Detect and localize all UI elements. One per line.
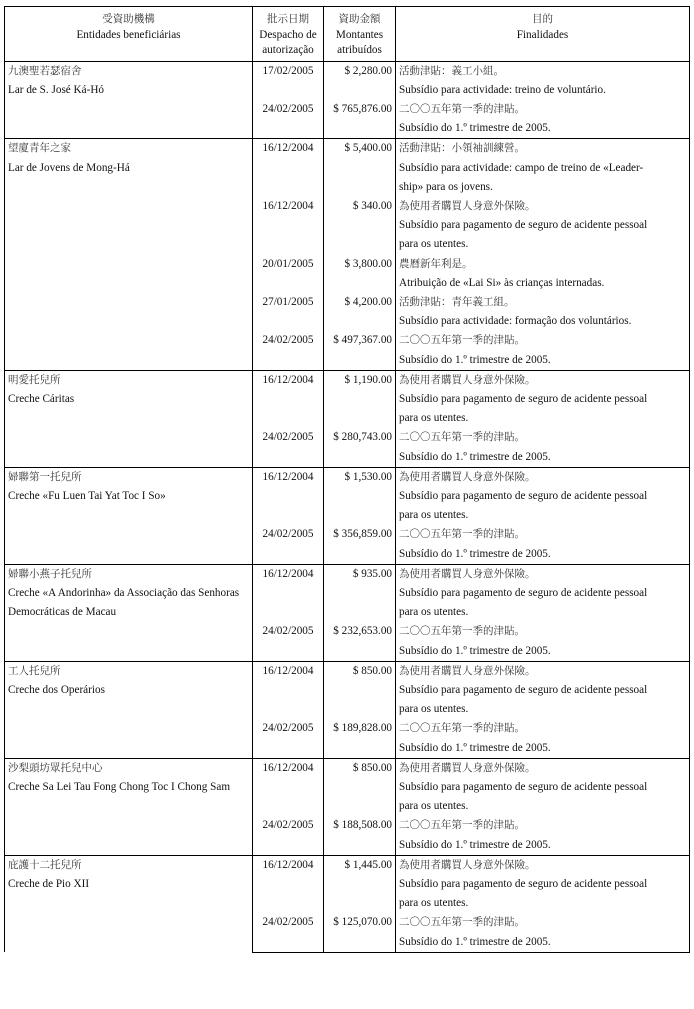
purpose-line: 為使用者購買人身意外保險。 bbox=[396, 758, 690, 778]
amount-cell bbox=[324, 875, 396, 894]
date-cell bbox=[253, 739, 324, 759]
date-cell bbox=[253, 778, 324, 797]
amount-cell bbox=[324, 778, 396, 797]
amount-cell: $ 189,828.00 bbox=[324, 719, 396, 738]
entity-name-zh: 工人托兒所 bbox=[8, 664, 61, 677]
date-cell: 16/12/2004 bbox=[253, 855, 324, 875]
purpose-line: Subsídio do 1.º trimestre de 2005. bbox=[396, 836, 690, 856]
purpose-line: 為使用者購買人身意外保險。 bbox=[396, 197, 690, 216]
date-cell: 24/02/2005 bbox=[253, 622, 324, 641]
purpose-line: Subsídio para pagamento de seguro de acidente pessoal bbox=[396, 216, 690, 235]
date-cell: 24/02/2005 bbox=[253, 719, 324, 738]
date-cell: 17/02/2005 bbox=[253, 61, 324, 81]
entity-name-zh: 庇護十二托兒所 bbox=[8, 858, 82, 871]
amount-cell bbox=[324, 119, 396, 139]
entity-name-pt: Creche «A Andorinha» da Associação das Senhoras Democráticas de Macau bbox=[8, 586, 240, 619]
purpose-line: para os utentes. bbox=[396, 894, 690, 913]
purpose-line: 活動津貼：青年義工組。 bbox=[396, 293, 690, 312]
amount-cell: $ 850.00 bbox=[324, 758, 396, 778]
purpose-line: 二〇〇五年第一季的津貼。 bbox=[396, 428, 690, 447]
amount-cell: $ 280,743.00 bbox=[324, 428, 396, 447]
purpose-line: 二〇〇五年第一季的津貼。 bbox=[396, 100, 690, 119]
purpose-line: 為使用者購買人身意外保險。 bbox=[396, 855, 690, 875]
purpose-line: para os utentes. bbox=[396, 603, 690, 622]
date-cell bbox=[253, 836, 324, 856]
amount-cell: $ 188,508.00 bbox=[324, 816, 396, 835]
amount-cell: $ 850.00 bbox=[324, 661, 396, 681]
purpose-line: Subsídio para pagamento de seguro de acidente pessoal bbox=[396, 875, 690, 894]
entity-name-pt: Creche «Fu Luen Tai Yat Toc I So» bbox=[8, 489, 166, 502]
purpose-line: Subsídio do 1.º trimestre de 2005. bbox=[396, 642, 690, 662]
date-cell bbox=[253, 642, 324, 662]
entity-name-pt: Creche dos Operários bbox=[8, 684, 105, 696]
amount-cell: $ 497,367.00 bbox=[324, 331, 396, 350]
purpose-line: para os utentes. bbox=[396, 797, 690, 816]
entity-name-pt: Creche Sa Lei Tau Fong Chong Toc I Chong Sam bbox=[8, 781, 231, 794]
entity-name-zh: 明愛托兒所 bbox=[8, 373, 61, 386]
entity-name-pt: Creche Cáritas bbox=[8, 392, 75, 405]
entity-name-pt: Lar de S. José Ká-Hó bbox=[8, 83, 105, 96]
date-cell bbox=[253, 159, 324, 178]
date-cell: 24/02/2005 bbox=[253, 525, 324, 544]
amount-cell bbox=[324, 390, 396, 409]
purpose-line: Subsídio do 1.º trimestre de 2005. bbox=[396, 448, 690, 468]
amount-cell bbox=[324, 159, 396, 178]
date-cell bbox=[253, 797, 324, 816]
date-cell: 20/01/2005 bbox=[253, 255, 324, 274]
entity-cell bbox=[5, 661, 253, 758]
purpose-line: 二〇〇五年第一季的津貼。 bbox=[396, 816, 690, 835]
entity-name-pt: Lar de Jovens de Mong-Há bbox=[8, 161, 130, 174]
purpose-line: 活動津貼：小領袖訓練營。 bbox=[396, 139, 690, 159]
purpose-line: 為使用者購買人身意外保險。 bbox=[396, 467, 690, 487]
date-cell: 16/12/2004 bbox=[253, 661, 324, 681]
amount-cell: $ 5,400.00 bbox=[324, 139, 396, 159]
table-row bbox=[5, 564, 690, 584]
amount-cell bbox=[324, 545, 396, 565]
purpose-line: para os utentes. bbox=[396, 506, 690, 525]
header-amount: 資助金額 Montantes atribuídos bbox=[324, 7, 396, 62]
amount-cell: $ 1,445.00 bbox=[324, 855, 396, 875]
amount-cell bbox=[324, 448, 396, 468]
table-header-row bbox=[5, 7, 690, 62]
date-cell: 24/02/2005 bbox=[253, 913, 324, 932]
date-cell: 16/12/2004 bbox=[253, 370, 324, 390]
date-cell bbox=[253, 81, 324, 100]
entity-cell bbox=[5, 855, 253, 952]
table-row bbox=[5, 855, 690, 875]
date-cell bbox=[253, 235, 324, 254]
amount-cell bbox=[324, 739, 396, 759]
date-cell: 24/02/2005 bbox=[253, 428, 324, 447]
date-cell bbox=[253, 506, 324, 525]
purpose-line: Subsídio para pagamento de seguro de acidente pessoal bbox=[396, 584, 690, 603]
date-cell bbox=[253, 351, 324, 371]
purpose-line: Subsídio para actividade: treino de voluntário. bbox=[396, 81, 690, 100]
date-cell bbox=[253, 216, 324, 235]
amount-cell bbox=[324, 894, 396, 913]
purpose-line: Subsídio do 1.º trimestre de 2005. bbox=[396, 933, 690, 953]
amount-cell bbox=[324, 700, 396, 719]
date-cell bbox=[253, 119, 324, 139]
date-cell: 16/12/2004 bbox=[253, 197, 324, 216]
amount-cell: $ 935.00 bbox=[324, 564, 396, 584]
purpose-line: para os utentes. bbox=[396, 409, 690, 428]
purpose-line: Atribuição de «Lai Si» às crianças internadas. bbox=[396, 274, 690, 293]
amount-cell bbox=[324, 933, 396, 953]
entity-name-zh: 婦聯第一托兒所 bbox=[8, 470, 82, 483]
table-row bbox=[5, 61, 690, 81]
entity-name-zh: 望廈青年之家 bbox=[8, 142, 71, 155]
purpose-line: 二〇〇五年第一季的津貼。 bbox=[396, 525, 690, 544]
purpose-line: para os utentes. bbox=[396, 235, 690, 254]
date-cell: 27/01/2005 bbox=[253, 293, 324, 312]
date-cell bbox=[253, 584, 324, 603]
entity-name-pt: Creche de Pio XII bbox=[8, 878, 90, 891]
purpose-line: 為使用者購買人身意外保險。 bbox=[396, 370, 690, 390]
amount-cell bbox=[324, 681, 396, 700]
amount-cell: $ 1,530.00 bbox=[324, 467, 396, 487]
date-cell bbox=[253, 448, 324, 468]
amount-cell bbox=[324, 642, 396, 662]
table-row bbox=[5, 370, 690, 390]
purpose-line: 為使用者購買人身意外保險。 bbox=[396, 661, 690, 681]
amount-cell bbox=[324, 216, 396, 235]
date-cell bbox=[253, 409, 324, 428]
header-purpose: 目的 Finalidades bbox=[396, 7, 690, 62]
amount-cell bbox=[324, 487, 396, 506]
amount-cell: $ 340.00 bbox=[324, 197, 396, 216]
date-cell: 24/02/2005 bbox=[253, 331, 324, 350]
amount-cell bbox=[324, 312, 396, 331]
purpose-line: 二〇〇五年第一季的津貼。 bbox=[396, 622, 690, 641]
date-cell: 24/02/2005 bbox=[253, 816, 324, 835]
amount-cell: $ 232,653.00 bbox=[324, 622, 396, 641]
amount-cell bbox=[324, 235, 396, 254]
amount-cell bbox=[324, 409, 396, 428]
date-cell: 16/12/2004 bbox=[253, 564, 324, 584]
amount-cell bbox=[324, 274, 396, 293]
entity-name-zh: 婦聯小燕子托兒所 bbox=[8, 567, 92, 580]
entity-cell bbox=[5, 370, 253, 467]
amount-cell bbox=[324, 506, 396, 525]
date-cell bbox=[253, 390, 324, 409]
date-cell bbox=[253, 700, 324, 719]
entity-cell bbox=[5, 758, 253, 855]
purpose-line: Subsídio do 1.º trimestre de 2005. bbox=[396, 119, 690, 139]
entity-cell bbox=[5, 564, 253, 661]
date-cell: 16/12/2004 bbox=[253, 467, 324, 487]
purpose-line: 農曆新年利是。 bbox=[396, 255, 690, 274]
amount-cell bbox=[324, 797, 396, 816]
amount-cell: $ 4,200.00 bbox=[324, 293, 396, 312]
date-cell: 16/12/2004 bbox=[253, 758, 324, 778]
purpose-line: 二〇〇五年第一季的津貼。 bbox=[396, 719, 690, 738]
date-cell bbox=[253, 487, 324, 506]
purpose-line: Subsídio do 1.º trimestre de 2005. bbox=[396, 545, 690, 565]
purpose-line: Subsídio para pagamento de seguro de acidente pessoal bbox=[396, 778, 690, 797]
table-body bbox=[5, 61, 690, 952]
purpose-line: 活動津貼：義工小組。 bbox=[396, 61, 690, 81]
amount-cell bbox=[324, 351, 396, 371]
purpose-line: Subsídio para actividade: campo de treino de «Leader- bbox=[396, 159, 690, 178]
amount-cell bbox=[324, 81, 396, 100]
entity-cell bbox=[5, 61, 253, 139]
amount-cell bbox=[324, 178, 396, 197]
amount-cell bbox=[324, 603, 396, 622]
amount-cell: $ 1,190.00 bbox=[324, 370, 396, 390]
amount-cell bbox=[324, 584, 396, 603]
header-date: 批示日期 Despacho de autorização bbox=[253, 7, 324, 62]
purpose-line: ship» para os jovens. bbox=[396, 178, 690, 197]
amount-cell: $ 3,800.00 bbox=[324, 255, 396, 274]
table-row bbox=[5, 139, 690, 159]
header-entity: 受資助機構 Entidades beneficiárias bbox=[5, 7, 253, 62]
table-row bbox=[5, 467, 690, 487]
table-row bbox=[5, 661, 690, 681]
date-cell bbox=[253, 545, 324, 565]
amount-cell: $ 356,859.00 bbox=[324, 525, 396, 544]
purpose-line: Subsídio do 1.º trimestre de 2005. bbox=[396, 351, 690, 371]
date-cell: 16/12/2004 bbox=[253, 139, 324, 159]
table-row bbox=[5, 758, 690, 778]
entity-name-zh: 九澳聖若瑟宿舍 bbox=[8, 64, 82, 77]
purpose-line: para os utentes. bbox=[396, 700, 690, 719]
amount-cell: $ 125,070.00 bbox=[324, 913, 396, 932]
date-cell bbox=[253, 603, 324, 622]
purpose-line: 二〇〇五年第一季的津貼。 bbox=[396, 331, 690, 350]
subsidy-table bbox=[4, 6, 690, 953]
purpose-line: Subsídio para pagamento de seguro de acidente pessoal bbox=[396, 390, 690, 409]
purpose-line: Subsídio para actividade: formação dos voluntários. bbox=[396, 312, 690, 331]
entity-name-zh: 沙梨頭坊眾托兒中心 bbox=[8, 761, 103, 774]
amount-cell: $ 2,280.00 bbox=[324, 61, 396, 81]
amount-cell bbox=[324, 836, 396, 856]
date-cell bbox=[253, 894, 324, 913]
date-cell bbox=[253, 875, 324, 894]
purpose-line: Subsídio para pagamento de seguro de acidente pessoal bbox=[396, 487, 690, 506]
entity-cell bbox=[5, 139, 253, 370]
date-cell bbox=[253, 312, 324, 331]
date-cell bbox=[253, 274, 324, 293]
purpose-line: Subsídio para pagamento de seguro de acidente pessoal bbox=[396, 681, 690, 700]
purpose-line: 為使用者購買人身意外保險。 bbox=[396, 564, 690, 584]
purpose-line: Subsídio do 1.º trimestre de 2005. bbox=[396, 739, 690, 759]
date-cell: 24/02/2005 bbox=[253, 100, 324, 119]
amount-cell: $ 765,876.00 bbox=[324, 100, 396, 119]
purpose-line: 二〇〇五年第一季的津貼。 bbox=[396, 913, 690, 932]
date-cell bbox=[253, 681, 324, 700]
date-cell bbox=[253, 933, 324, 953]
date-cell bbox=[253, 178, 324, 197]
entity-cell bbox=[5, 467, 253, 564]
